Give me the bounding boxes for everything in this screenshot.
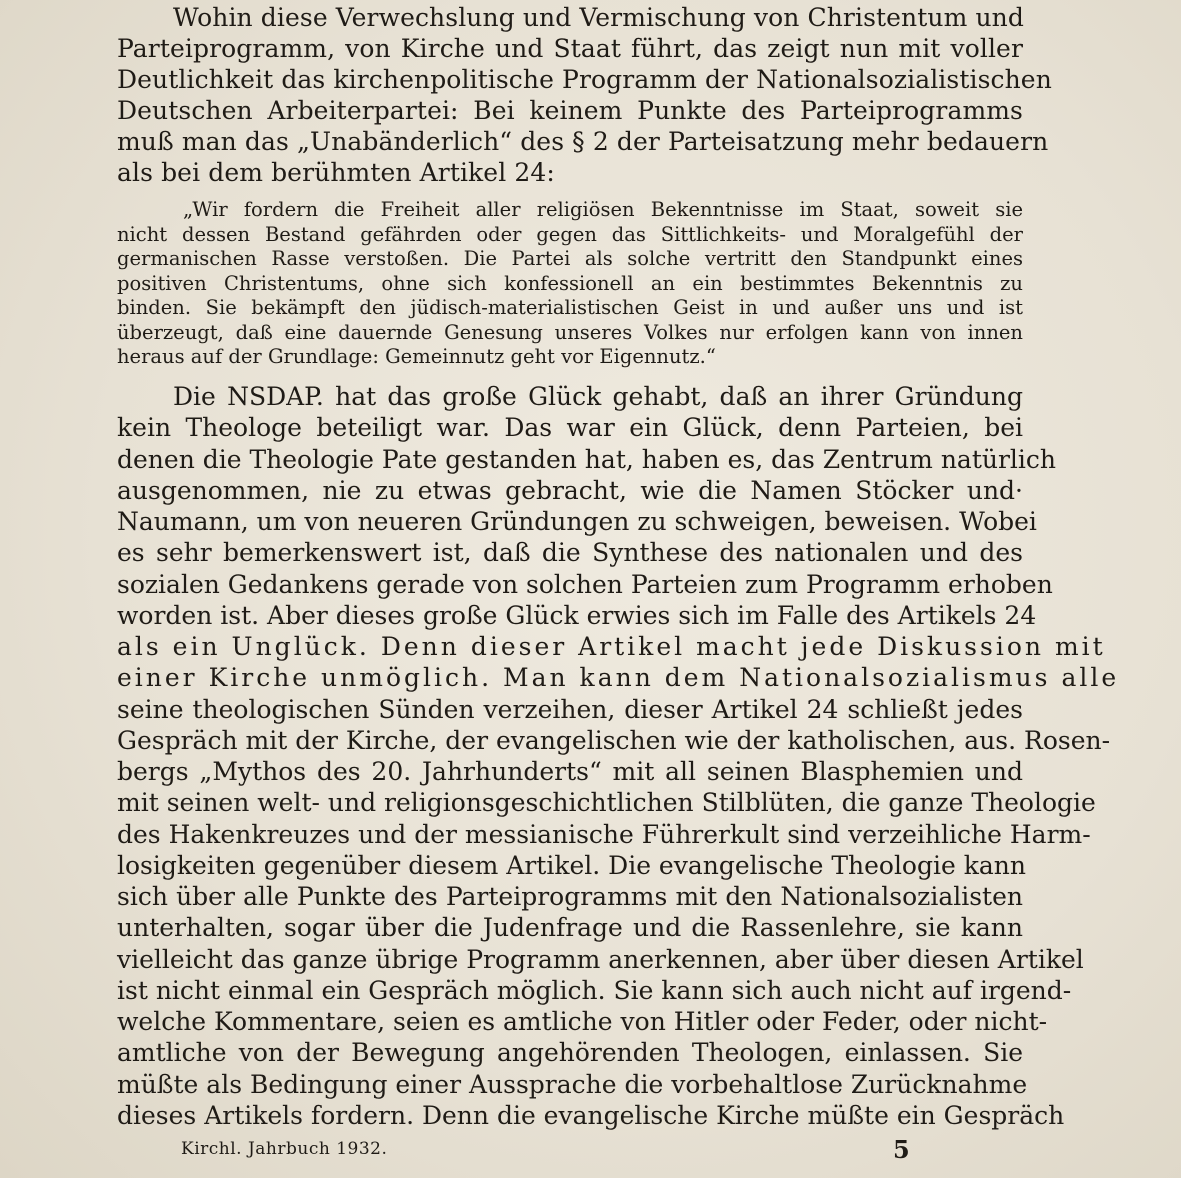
text-line: losigkeiten gegenüber diesem Artikel. Die evangelische Theologie kann: [117, 850, 1026, 880]
text-line: Die NSDAP. hat das große Glück gehabt, daß an ihrer Gründung: [173, 382, 1023, 411]
text-line: Wohin diese Verwechslung und Vermischung von Christentum und: [173, 3, 1024, 32]
text-line: kein Theologe beteiligt war. Das war ein Glück, denn Parteien, bei: [117, 413, 1023, 443]
paragraph-2: [117, 381, 1120, 1131]
text-line: ist nicht einmal ein Gespräch möglich. Sie kann sich auch nicht auf irgend-: [117, 975, 1072, 1005]
quote-line: heraus auf der Grundlage: Gemeinnutz geht vor Eigennutz.“: [117, 345, 716, 368]
page-number: 5: [893, 1135, 910, 1164]
text-line: als ein Unglück. Denn dieser Artikel macht jede Diskussion mit: [117, 632, 1106, 661]
running-footer-source: Kirchl. Jahrbuch 1932.: [181, 1139, 388, 1159]
quote-line: „Wir fordern die Freiheit aller religiösen Bekenntnisse im Staat, soweit sie: [183, 198, 1023, 221]
quoted-article-24: [117, 198, 1023, 370]
quote-line: germanischen Rasse verstoßen. Die Partei als solche vertritt den Standpunkt eines: [117, 247, 1023, 270]
text-line: dieses Artikels fordern. Denn die evangelische Kirche müßte ein Gespräch: [117, 1100, 1065, 1130]
text-line: Gespräch mit der Kirche, der evangelischen wie der katholischen, aus. Rosen-: [117, 725, 1111, 755]
text-line: denen die Theologie Pate gestanden hat, haben es, das Zentrum natürlich: [117, 444, 1057, 474]
text-line: Naumann, um von neueren Gründungen zu schweigen, beweisen. Wobei: [117, 507, 1037, 536]
quote-line: nicht dessen Bestand gefährden oder gegen das Sittlichkeits- und Moralgefühl der: [117, 222, 1023, 246]
text-line: unterhalten, sogar über die Judenfrage und die Rassenlehre, sie kann: [117, 913, 1023, 943]
text-line: einer Kirche unmöglich. Man kann dem Nationalsozialismus alle: [117, 663, 1120, 693]
text-line: mit seinen welt- und religionsgeschichtlichen Stilblüten, die ganze Theologie: [117, 788, 1096, 818]
text-line: des Hakenkreuzes und der messianische Führerkult sind verzeihliche Harm-: [117, 819, 1091, 849]
quote-line: positiven Christentums, ohne sich konfessionell an ein bestimmtes Bekenntnis zu: [117, 271, 1023, 295]
text-line: vielleicht das ganze übrige Programm anerkennen, aber über diesen Artikel: [117, 944, 1084, 974]
text-line: bergs „Mythos des 20. Jahrhunderts“ mit all seinen Blasphemien und: [117, 757, 1023, 786]
paragraph-1: [117, 2, 1052, 188]
text-line: ausgenommen, nie zu etwas gebracht, wie die Namen Stöcker und·: [117, 475, 1023, 505]
text-line: welche Kommentare, seien es amtliche von Hitler oder Feder, oder nicht-: [117, 1007, 1048, 1036]
text-line: sozialen Gedankens gerade von solchen Parteien zum Programm erhoben: [117, 569, 1053, 599]
quote-line: binden. Sie bekämpft den jüdisch-materialistischen Geist in und außer uns und ist: [117, 296, 1023, 319]
text-line: muß man das „Unabänderlich“ des § 2 der Parteisatzung mehr bedauern: [117, 127, 1049, 156]
text-line: Deutschen Arbeiterpartei: Bei keinem Punkte des Parteiprogramms: [117, 96, 1023, 125]
text-line: es sehr bemerkenswert ist, daß die Synthese des nationalen und des: [117, 538, 1023, 568]
text-line: amtliche von der Bewegung angehörenden Theologen, einlassen. Sie: [117, 1038, 1023, 1068]
text-line: müßte als Bedingung einer Aussprache die vorbehaltlose Zurücknahme: [117, 1069, 1028, 1099]
text-line: worden ist. Aber dieses große Glück erwies sich im Falle des Artikels 24: [117, 600, 1037, 630]
text-line: Parteiprogramm, von Kirche und Staat führt, das zeigt nun mit voller: [117, 34, 1023, 63]
text-line: seine theologischen Sünden verzeihen, dieser Artikel 24 schließt jedes: [117, 694, 1023, 724]
quote-line: überzeugt, daß eine dauernde Genesung unseres Volkes nur erfolgen kann von innen: [117, 320, 1023, 344]
text-line: Deutlichkeit das kirchenpolitische Programm der Nationalsozialistischen: [117, 65, 1052, 94]
text-line: sich über alle Punkte des Parteiprogramms mit den Nationalsozialisten: [117, 882, 1023, 911]
text-line: als bei dem berühmten Artikel 24:: [117, 158, 555, 187]
